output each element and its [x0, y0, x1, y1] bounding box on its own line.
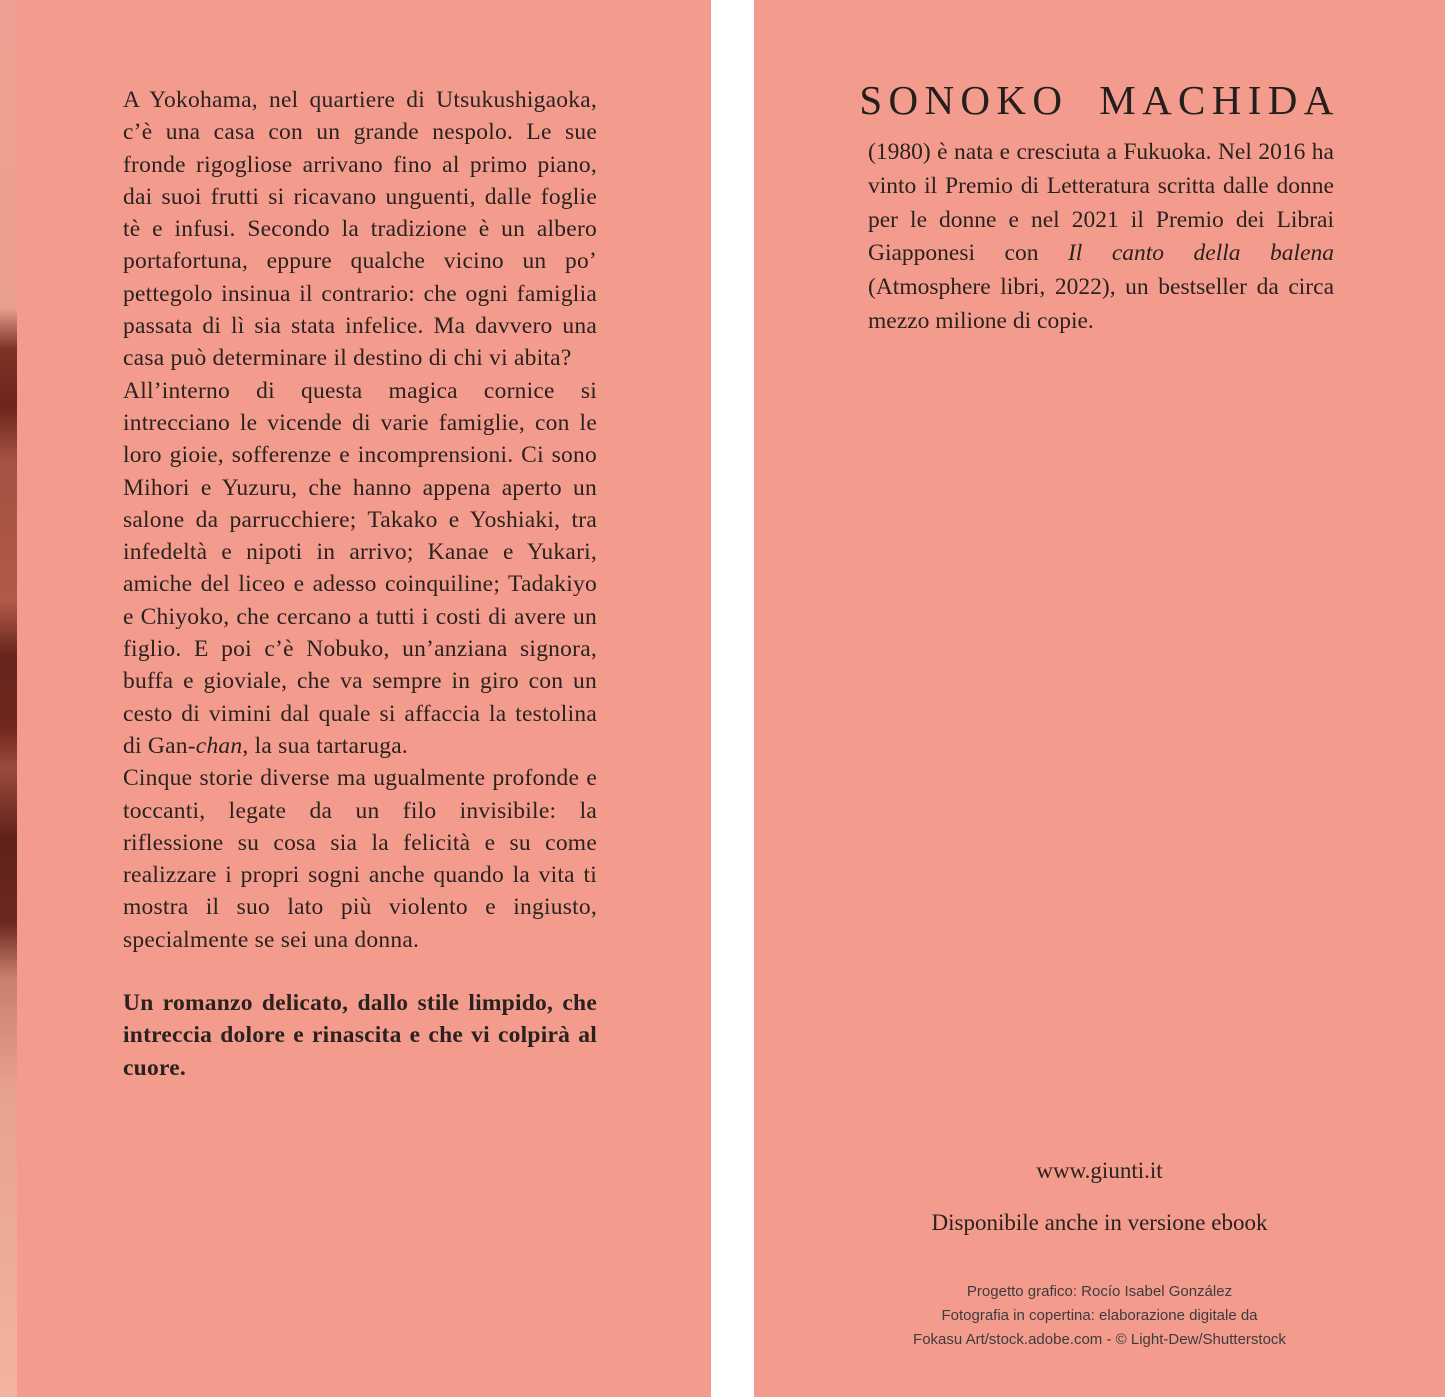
flap-gap: [711, 0, 754, 1397]
author-bio-text: (1980) è nata e cresciuta a Fukuoka. Nel 2016 ha vinto il Premio di Letteratura scritta dalle donne per le donne e nel 2021 il Premio dei Librai Giapponesi con: [868, 139, 1334, 267]
author-bio: [868, 136, 1334, 339]
author-bio-tail: (Atmosphere libri, 2022), un bestseller da circa mezzo milione di copie.: [868, 274, 1334, 334]
credits-line-graphic-design: Progetto grafico: Rocío Isabel González: [966, 1283, 1233, 1300]
synopsis-paragraph-2-text: All’interno di questa magica cornice si intrecciano le vicende di varie famiglie, con le loro gioie, sofferenze e incomprensioni. Ci sono Mihori e Yuzuru, che hanno appena aperto un salone da parrucchiere; Takako e Yoshiaki, tra infedeltà e nipoti in arrivo; Kanae e Yukari, amiche del liceo e adesso coinquiline; Tadakiyo e Chiyoko, che cercano a tutti i costi di avere un figlio. E poi c’è Nobuko, un’anziana signora, buffa e gioviale, che va sempre in giro con un cesto di vimini dal quale si affaccia la testolina di Gan-: [123, 377, 597, 759]
synopsis-text-block: [123, 84, 597, 1084]
closing-tagline: Un romanzo delicato, dallo stile limpido, che intreccia dolore e rinascita e che vi colpirà al cuore.: [123, 990, 597, 1081]
author-name: SONOKO MACHIDA: [859, 77, 1340, 123]
ebook-availability-note: Disponibile anche in versione ebook: [931, 1210, 1268, 1235]
synopsis-paragraph-2: [123, 375, 597, 763]
cover-edge-strip: [0, 0, 17, 1397]
publisher-website: www.giunti.it: [1036, 1158, 1163, 1183]
synopsis-paragraph-2-tail: , la sua tartaruga.: [242, 732, 409, 759]
credits-block: [754, 1280, 1445, 1352]
synopsis-paragraph-3: Cinque storie diverse ma ugualmente profonde e toccanti, legate da un filo invisibile: la riflessione su cosa sia la felicità e su come realizzare i propri sogni anche quando la vita ti mostra il suo lato più violento e ingiusto, specialmente se sei una donna.: [123, 765, 597, 953]
credits-line-cover-photo: Fotografia in copertina: elaborazione digitale da: [941, 1307, 1258, 1324]
synopsis-paragraph-1: A Yokohama, nel quartiere di Utsukushigaoka, c’è una casa con un grande nespolo. Le sue fronde rigogliose arrivano fino al primo piano, dai suoi frutti si ricavano unguenti, dalle foglie tè e infusi. Secondo la tradizione è un albero portafortuna, eppure qualche vicino un po’ pettegolo insinua il contrario: che ogni famiglia passata di lì sia stata infelice. Ma davvero una casa può determinare il destino di chi vi abita?: [123, 87, 597, 372]
book-title-italic: Il canto della balena: [1067, 240, 1335, 267]
credits-line-photo-sources: Fokasu Art/stock.adobe.com - © Light-Dew/Shutterstock: [913, 1331, 1286, 1348]
pet-name-italic: chan: [195, 732, 243, 759]
